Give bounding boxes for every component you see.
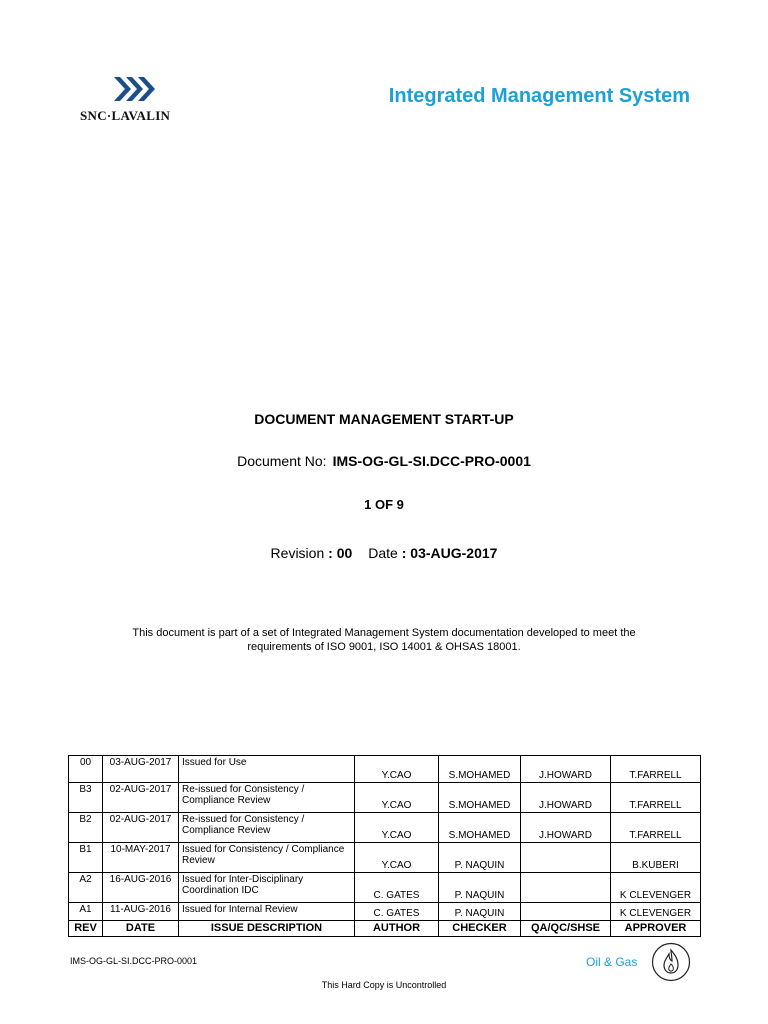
company-logo: [80, 74, 190, 126]
checker-cell: P. NAQUIN: [439, 903, 521, 921]
division-label: Oil & Gas: [586, 955, 638, 969]
description-cell: Issued for Inter-Disciplinary Coordination IDC: [179, 873, 355, 903]
checker-cell: S.MOHAMED: [439, 756, 521, 783]
uncontrolled-notice: This Hard Copy is Uncontrolled: [321, 980, 447, 990]
qa-cell: [521, 873, 611, 903]
date-cell: 03-AUG-2017: [103, 756, 179, 783]
qa-cell: J.HOWARD: [521, 756, 611, 783]
column-header: CHECKER: [439, 921, 521, 937]
table-row: [69, 783, 701, 813]
date-cell: 16-AUG-2016: [103, 873, 179, 903]
approver-cell: T.FARRELL: [611, 813, 701, 843]
checker-cell: S.MOHAMED: [439, 783, 521, 813]
table-row: [69, 813, 701, 843]
checker-cell: P. NAQUIN: [439, 873, 521, 903]
table-header-row: [69, 921, 701, 937]
revision-line: [0, 545, 768, 561]
qa-cell: [521, 843, 611, 873]
checker-cell: P. NAQUIN: [439, 843, 521, 873]
description-cell: Issued for Internal Review: [179, 903, 355, 921]
rev-cell: B3: [69, 783, 103, 813]
disclaimer-text: This document is part of a set of Integrated Management System documentation developed to meet the requirements of ISO 9001, ISO 14001 & OHSAS 18001.: [132, 627, 636, 653]
page-count: 1 OF 9: [364, 497, 404, 512]
rev-cell: 00: [69, 756, 103, 783]
table-row: [69, 756, 701, 783]
approver-cell: K CLEVENGER: [611, 903, 701, 921]
author-cell: C. GATES: [355, 873, 439, 903]
approver-cell: K CLEVENGER: [611, 873, 701, 903]
checker-cell: S.MOHAMED: [439, 813, 521, 843]
ims-title: Integrated Management System: [388, 85, 690, 107]
rev-cell: A2: [69, 873, 103, 903]
author-cell: Y.CAO: [355, 813, 439, 843]
qa-cell: J.HOWARD: [521, 813, 611, 843]
author-cell: Y.CAO: [355, 783, 439, 813]
approver-cell: B.KUBERI: [611, 843, 701, 873]
table-row: [69, 873, 701, 903]
author-cell: Y.CAO: [355, 843, 439, 873]
revision-value: : 00: [328, 545, 353, 561]
table-row: [69, 843, 701, 873]
approver-cell: T.FARRELL: [611, 783, 701, 813]
document-number-value: IMS-OG-GL-SI.DCC-PRO-0001: [332, 453, 531, 469]
rev-cell: B1: [69, 843, 103, 873]
qa-cell: [521, 903, 611, 921]
date-value: : 03-AUG-2017: [401, 545, 498, 561]
document-title: DOCUMENT MANAGEMENT START-UP: [254, 411, 514, 427]
table-row: [69, 903, 701, 921]
flame-icon: [651, 942, 691, 982]
date-cell: 10-MAY-2017: [103, 843, 179, 873]
logo-wordmark: SNC·LAVALIN: [80, 108, 171, 123]
date-cell: 02-AUG-2017: [103, 813, 179, 843]
description-cell: Re-issued for Consistency / Compliance Review: [179, 783, 355, 813]
author-cell: Y.CAO: [355, 756, 439, 783]
qa-cell: J.HOWARD: [521, 783, 611, 813]
date-cell: 02-AUG-2017: [103, 783, 179, 813]
column-header: QA/QC/SHSE: [521, 921, 611, 937]
column-header: REV: [69, 921, 103, 937]
document-number: [0, 453, 768, 469]
column-header: ISSUE DESCRIPTION: [179, 921, 355, 937]
rev-cell: A1: [69, 903, 103, 921]
revision-table: [68, 755, 701, 937]
date-cell: 11-AUG-2016: [103, 903, 179, 921]
column-header: AUTHOR: [355, 921, 439, 937]
column-header: APPROVER: [611, 921, 701, 937]
revision-label: Revision: [270, 545, 325, 561]
footer-document-number: IMS-OG-GL-SI.DCC-PRO-0001: [70, 956, 198, 966]
date-label: Date: [368, 545, 398, 561]
document-number-label: Document No:: [237, 453, 327, 469]
rev-cell: B2: [69, 813, 103, 843]
approver-cell: T.FARRELL: [611, 756, 701, 783]
description-cell: Issued for Consistency / Compliance Review: [179, 843, 355, 873]
description-cell: Issued for Use: [179, 756, 355, 783]
chevron-logo-icon: [112, 74, 160, 104]
column-header: DATE: [103, 921, 179, 937]
author-cell: C. GATES: [355, 903, 439, 921]
description-cell: Re-issued for Consistency / Compliance Review: [179, 813, 355, 843]
